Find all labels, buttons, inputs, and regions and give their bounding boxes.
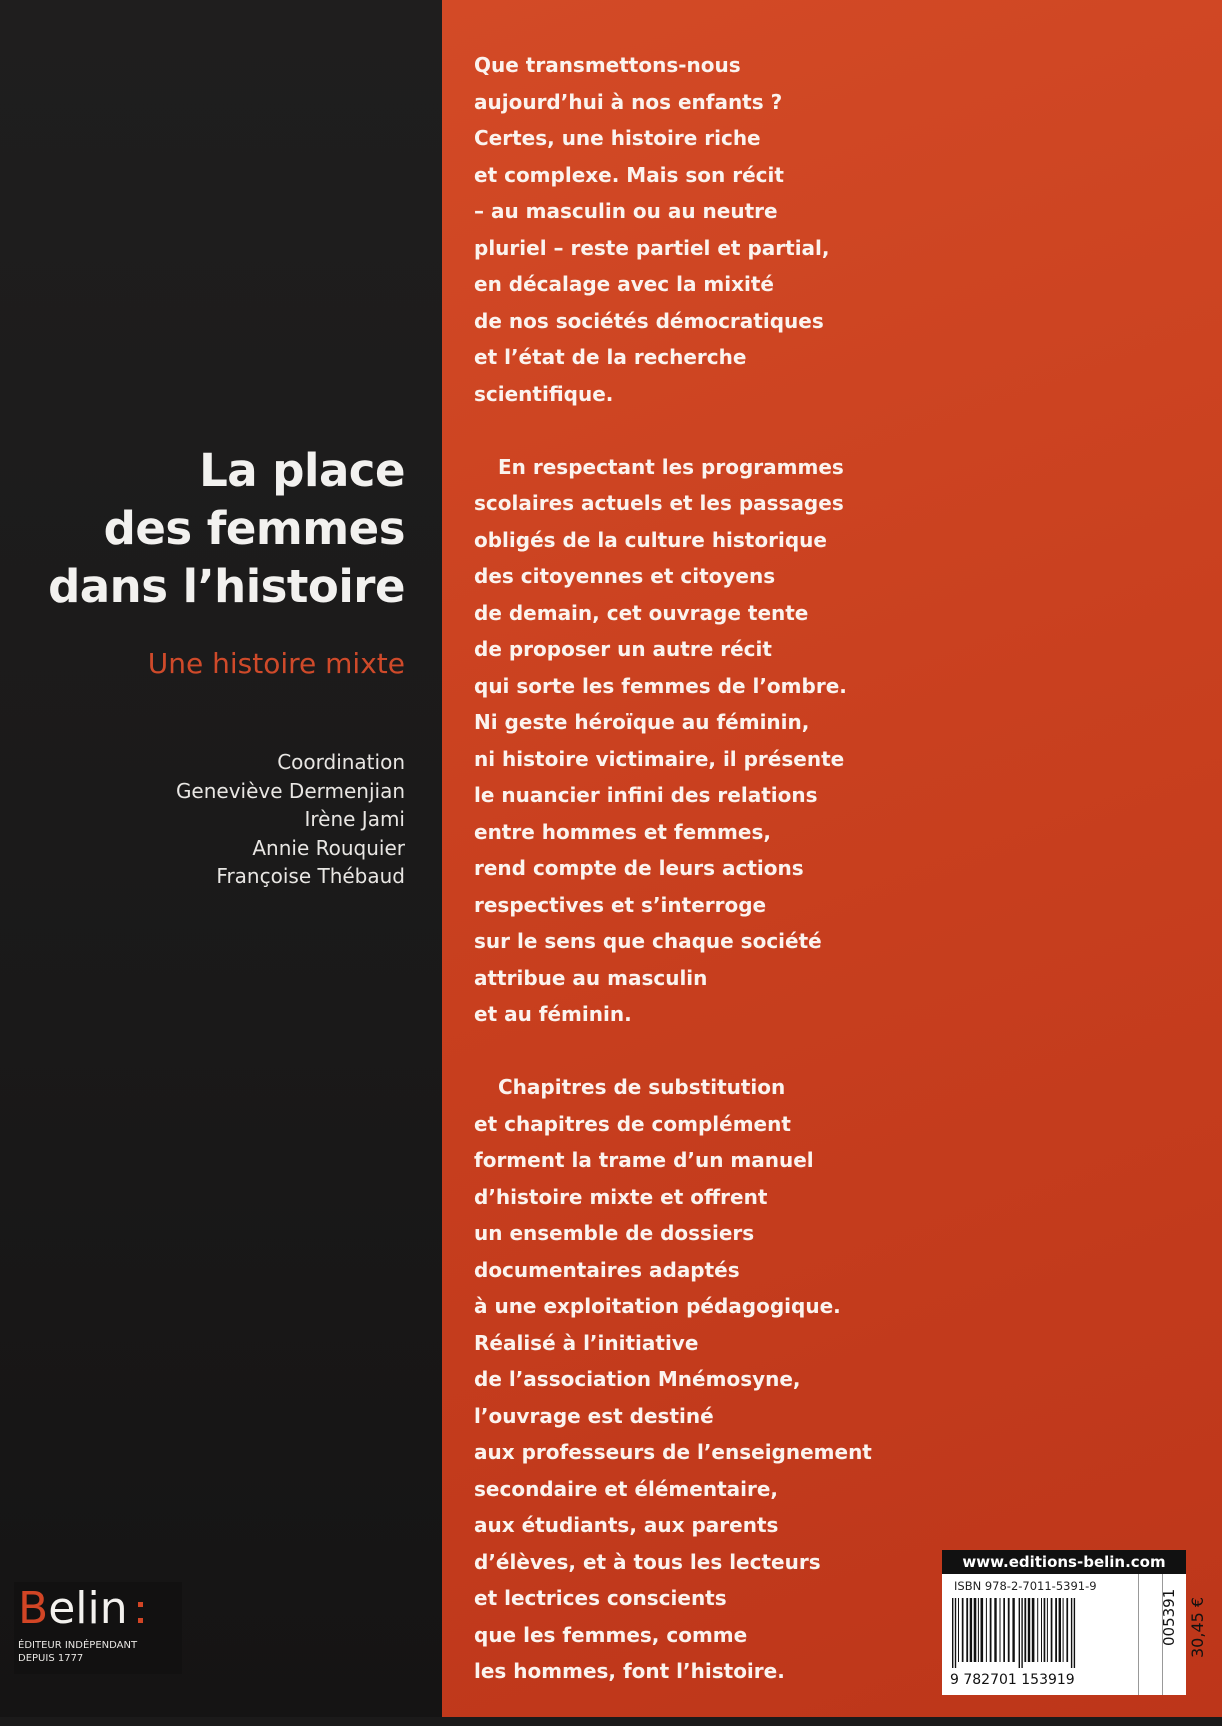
title-line-3: dans l’histoire (48, 560, 405, 613)
credit-author: Françoise Thébaud (216, 864, 405, 888)
barcode-bar (1044, 1598, 1046, 1662)
blurb-line: Certes, une histoire riche (474, 126, 761, 150)
title-line-2: des femmes (103, 502, 405, 555)
barcode-bar (986, 1598, 987, 1662)
blurb-line: scolaires actuels et les passages (474, 491, 844, 515)
blurb-line: et chapitres de complément (474, 1111, 791, 1136)
blurb-line: de l’association Mnémosyne, (474, 1367, 801, 1391)
barcode-bar (990, 1598, 992, 1662)
barcode-bar (1008, 1598, 1010, 1662)
barcode-bar (1028, 1598, 1030, 1662)
logo-tagline (18, 1639, 137, 1665)
blurb-line: à une exploitation pédagogique. (474, 1294, 841, 1318)
barcode-bar (1024, 1598, 1026, 1662)
title-line-1: La place (199, 444, 405, 497)
barcode-bar (1059, 1598, 1061, 1662)
blurb-line: obligés de la culture historique (474, 527, 827, 552)
book-subtitle: Une histoire mixte (147, 647, 405, 680)
blurb-line: En respectant les programmes (498, 454, 844, 479)
barcode-bar (1055, 1598, 1057, 1662)
blurb-line: en décalage avec la mixité (474, 272, 774, 296)
blurb-line: de proposer un autre récit (474, 637, 772, 661)
blurb-line: ni histoire victimaire, il présente (474, 746, 845, 771)
barcode-bar (955, 1598, 956, 1668)
blurb-line: un ensemble de dossiers (474, 1221, 755, 1245)
barcode-bar (1071, 1598, 1072, 1668)
blurb-line: Que transmettons-nous (474, 53, 741, 77)
product-code: 005391 (1160, 1588, 1178, 1646)
barcode-bar (1021, 1598, 1022, 1668)
barcode-bar (1047, 1598, 1048, 1662)
blurb-line: documentaires adaptés (474, 1257, 740, 1282)
barcode-bar (962, 1598, 964, 1662)
blurb-line: le nuancier infini des relations (474, 783, 818, 807)
barcode-bar (1066, 1598, 1068, 1662)
barcode-bar (1063, 1598, 1064, 1662)
blurb-line: forment la trame d’un manuel (474, 1148, 814, 1172)
blurb-line: aux professeurs de l’enseignement (474, 1440, 872, 1464)
barcode-bar (1019, 1598, 1020, 1668)
blurb-line: respectives et s’interroge (474, 892, 767, 917)
blurb-line: des citoyennes et citoyens (474, 564, 776, 588)
barcode-bar (1041, 1598, 1042, 1662)
barcode-bar (970, 1598, 972, 1662)
blurb-line: attribue au masculin (474, 965, 708, 990)
blurb-line: aujourd’hui à nos enfants ? (474, 89, 783, 114)
logo-tagline-line-1: ÉDITEUR INDÉPENDANT (18, 1640, 138, 1651)
blurb-line: d’élèves, et à tous les lecteurs (474, 1549, 821, 1574)
barcode-bar (1012, 1598, 1014, 1662)
credit-role: Coordination (277, 750, 405, 774)
blurb-line: Chapitres de substitution (498, 1075, 786, 1099)
isbn-label: ISBN 978-2-7011-5391-9 (954, 1579, 1097, 1593)
publisher-url: www.editions-belin.com (942, 1550, 1186, 1574)
blurb-line: – au masculin ou au neutre (474, 199, 778, 223)
blurb-line: et l’état de la recherche (474, 345, 747, 369)
blurb-line: les hommes, font l’histoire. (474, 1659, 785, 1683)
barcode-bar (952, 1598, 953, 1668)
back-cover-blurb (474, 47, 1194, 1726)
barcode-bar (1003, 1598, 1005, 1662)
barcode-divider (1138, 1574, 1139, 1695)
blurb-line: que les femmes, comme (474, 1622, 748, 1647)
blurb-line: secondaire et élémentaire, (474, 1476, 779, 1501)
credit-author: Geneviève Dermenjian (175, 778, 405, 803)
credits-block (5, 748, 405, 891)
logo-tagline-line-2: DEPUIS 1777 (18, 1653, 84, 1664)
barcode-bar (994, 1598, 996, 1662)
blurb-line: scientifique. (474, 381, 614, 406)
blurb-line: pluriel – reste partiel et partial, (474, 235, 830, 260)
blurb-line: et complexe. Mais son récit (474, 162, 784, 187)
blurb-line: d’histoire mixte et offrent (474, 1184, 768, 1209)
blurb-line: rend compte de leurs actions (474, 856, 804, 880)
logo-colon-icon (138, 1594, 142, 1624)
barcode-bars-icon (950, 1598, 1135, 1668)
blurb-line: aux étudiants, aux parents (474, 1513, 779, 1537)
blurb-line: de nos sociétés démocratiques (474, 308, 824, 333)
blurb-line: qui sorte les femmes de l’ombre. (474, 673, 847, 698)
logo-wordmark: Belin (18, 1583, 128, 1634)
blurb-paragraph (474, 449, 1194, 1033)
barcode-bar (978, 1598, 979, 1662)
credit-author: Irène Jami (304, 807, 405, 831)
price-label: 30,45 € (1188, 1596, 1207, 1658)
credit-author: Annie Rouquier (252, 835, 405, 860)
blurb-line: Réalisé à l’initiative (474, 1330, 699, 1355)
barcode-bar (1051, 1598, 1053, 1662)
barcode-bar (974, 1598, 977, 1662)
belin-logo (14, 1582, 182, 1674)
blurb-line: entre hommes et femmes, (474, 819, 771, 844)
blurb-line: l’ouvrage est destiné (474, 1403, 714, 1428)
barcode-bar (1074, 1598, 1075, 1668)
barcode-panel (942, 1550, 1207, 1695)
barcode-bar (1037, 1598, 1038, 1662)
barcode-bar (981, 1598, 984, 1662)
blurb-line: et au féminin. (474, 1002, 632, 1026)
blurb-line: et lectrices conscients (474, 1586, 727, 1610)
barcode-digits: 9 782701 153919 (950, 1672, 1075, 1688)
barcode-bar (1032, 1598, 1035, 1662)
blurb-line: sur le sens que chaque société (474, 929, 822, 953)
barcode-bar (1000, 1598, 1001, 1662)
barcode-bar (966, 1598, 968, 1662)
blurb-line: Ni geste héroïque au féminin, (474, 710, 810, 734)
blurb-paragraph (474, 47, 1194, 412)
blurb-line: de demain, cet ouvrage tente (474, 600, 809, 625)
barcode-bar (958, 1598, 959, 1662)
book-title (0, 442, 405, 616)
